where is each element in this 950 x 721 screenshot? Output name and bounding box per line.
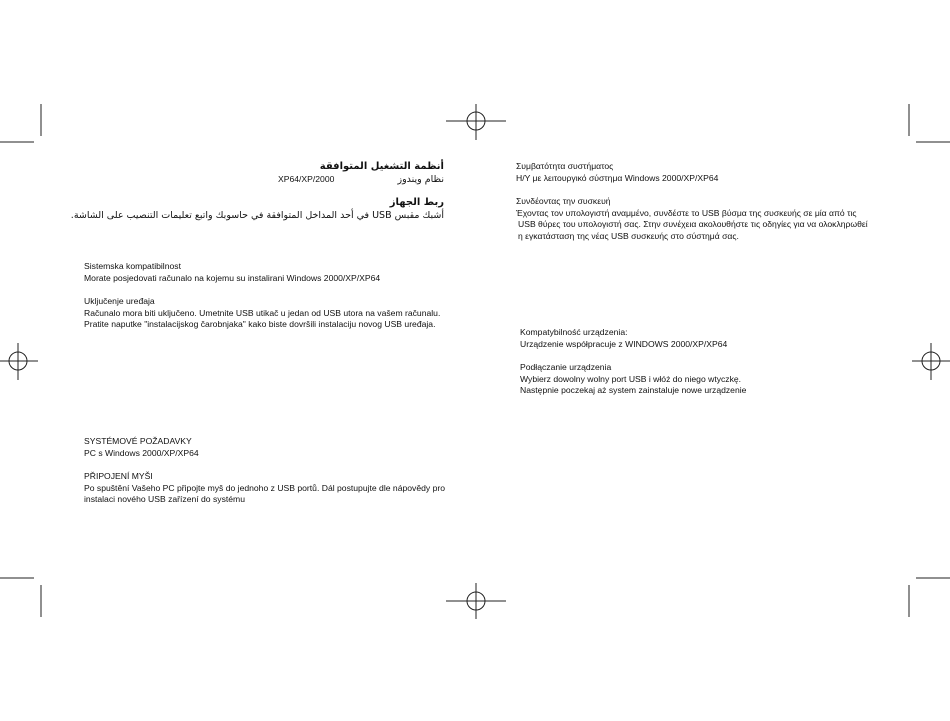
arabic-section	[70, 160, 444, 222]
registration-mark-right	[912, 343, 950, 380]
greek-connect-line-2: USB θύρες του υπολογιστή σας. Στην συνέχεια ακολουθήστε τις οδηγίες για να ολοκληρωθεί	[518, 219, 868, 229]
polish-connect-line-2: Następnie poczekaj aż system zainstaluje nowe urządzenie	[520, 385, 747, 395]
croatian-connect-line-1: Računalo mora biti uključeno. Umetnite USB utikač u jedan od USB utora na vašem računalu.	[84, 307, 441, 318]
greek-section	[516, 161, 868, 242]
czech-connect-line-2: instalaci nového USB zařízení do systému	[84, 494, 245, 504]
arabic-os-versions: XP64/XP/2000	[278, 174, 335, 184]
polish-connect-line-1: Wybierz dowolny wolny port USB i włóż do niego wtyczkę.	[520, 373, 742, 384]
czech-connect-line-1: Po spuštění Vašeho PC připojte myš do jednoho z USB portů. Dál postupujte dle nápovědy pro	[84, 482, 445, 493]
polish-section	[520, 327, 746, 397]
polish-compat-text: Urządzenie współpracuje z WINDOWS 2000/XP/XP64	[520, 338, 728, 349]
croatian-connect-title: Uključenje uređaja	[84, 296, 155, 306]
arabic-os-title: أنظمة التشغيل المتوافقة	[319, 161, 444, 172]
greek-connect-line-1: Έχοντας τον υπολογιστή αναμμένο, συνδέστε το USB βύσμα της συσκευής σε μία από τις	[516, 207, 857, 218]
czech-compat-text: PC s Windows 2000/XP/XP64	[84, 447, 199, 458]
greek-connect-line-3: η εγκατάσταση της νέας USB συσκευής στο σύστημά σας.	[518, 230, 739, 241]
greek-compat-text: Η/Υ με λειτουργικό σύστημα Windows 2000/XP/XP64	[516, 172, 719, 183]
polish-connect-title: Podłączanie urządzenia	[520, 362, 612, 372]
greek-connect-title: Συνδέοντας την συσκευή	[516, 196, 611, 206]
croatian-section	[84, 261, 440, 331]
arabic-os-line	[84, 173, 444, 186]
registration-mark-top	[446, 104, 506, 140]
arabic-connect-text: أشبك مقبس USB في أحد المداخل المتوافقة في حاسوبك واتبع تعليمات التنصيب على الشاشة.	[70, 210, 444, 221]
arabic-os-text: نظام ويندوز	[397, 174, 444, 185]
greek-compat-title: Συμβατότητα συστήματος	[516, 161, 614, 171]
croatian-compat-text: Morate posjedovati računalo na kojemu su instalirani Windows 2000/XP/XP64	[84, 272, 381, 283]
czech-section	[84, 436, 445, 506]
croatian-connect-line-2: Pratite naputke "instalacijskog čarobnjaka" kako biste dovršili instalaciju novog USB uređaja.	[84, 319, 436, 329]
czech-compat-title: SYSTÉMOVÉ POŽADAVKY	[84, 436, 192, 446]
registration-mark-left	[0, 343, 38, 380]
czech-connect-title: PŘIPOJENÍ MYŠI	[84, 471, 153, 481]
registration-mark-bottom	[446, 583, 506, 619]
polish-compat-title: Kompatybilność urządzenia:	[520, 327, 628, 337]
arabic-connect-title: ربط الجهاز	[389, 197, 444, 208]
croatian-compat-title: Sistemska kompatibilnost	[84, 261, 181, 271]
